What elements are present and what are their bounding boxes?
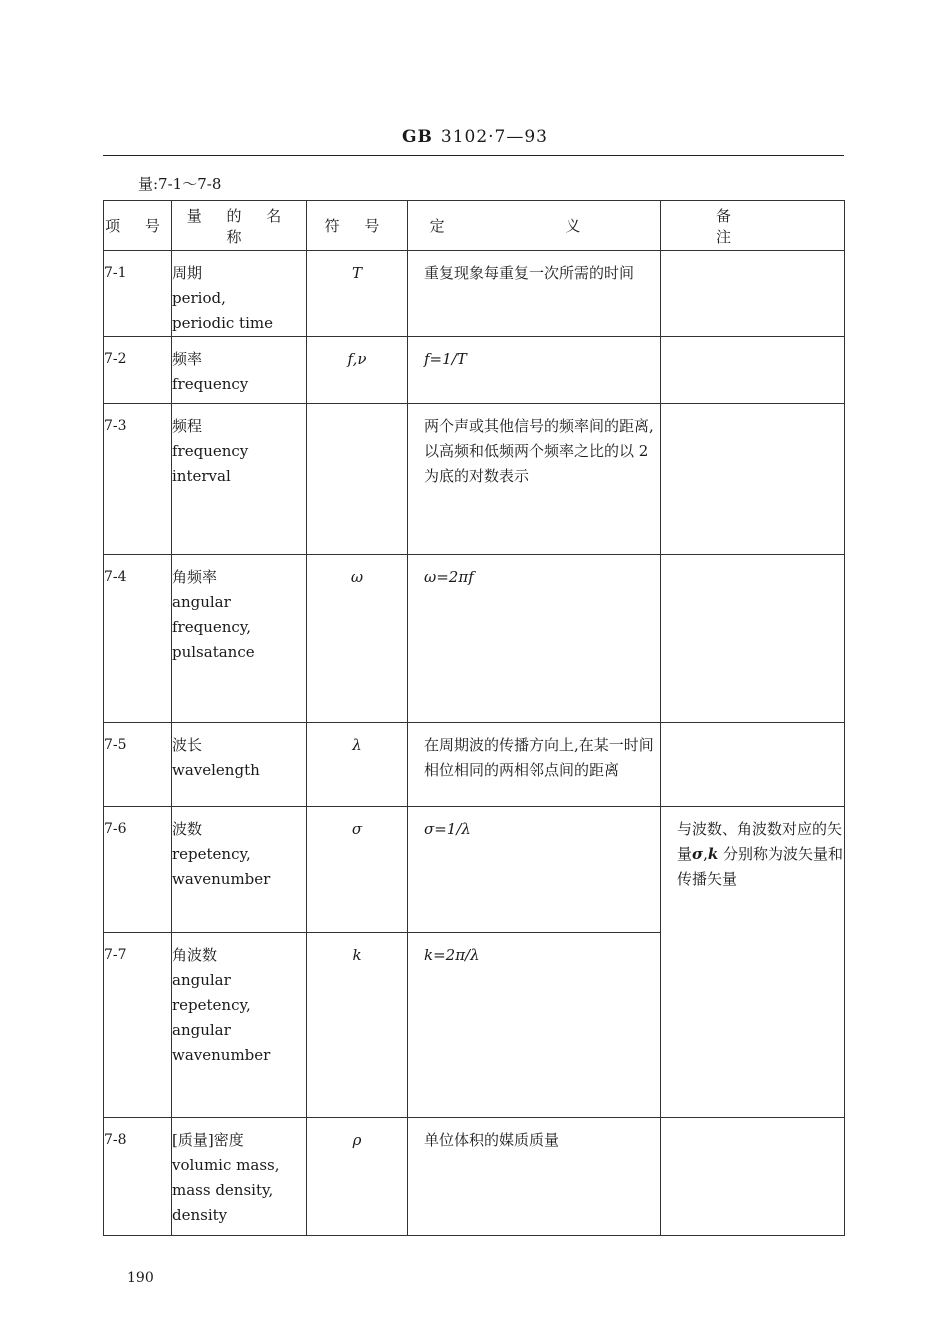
table-header-row bbox=[104, 201, 845, 251]
quantity-name: 波长 wavelength bbox=[172, 723, 307, 807]
symbol: T bbox=[307, 251, 408, 337]
quantity-name: 周期 period, periodic time bbox=[172, 251, 307, 337]
definition: 重复现象每重复一次所需的时间 bbox=[408, 251, 661, 337]
symbol: σ bbox=[307, 807, 408, 933]
col-header-definition: 定 义 bbox=[408, 201, 661, 251]
header-rule bbox=[103, 155, 844, 156]
definition: f=1/T bbox=[408, 337, 661, 404]
quantity-name: 频程 frequency interval bbox=[172, 404, 307, 555]
definition: k=2π/λ bbox=[408, 933, 661, 1118]
definition: 单位体积的媒质质量 bbox=[408, 1118, 661, 1236]
definition: 在周期波的传播方向上,在某一时间相位相同的两相邻点间的距离 bbox=[408, 723, 661, 807]
item-no: 7-6 bbox=[104, 807, 172, 933]
remarks bbox=[661, 337, 845, 404]
definition: σ=1/λ bbox=[408, 807, 661, 933]
remarks bbox=[661, 723, 845, 807]
table-row bbox=[104, 1118, 845, 1236]
quantity-name: 角频率 angular frequency, pulsatance bbox=[172, 555, 307, 723]
item-no: 7-7 bbox=[104, 933, 172, 1118]
remarks bbox=[661, 404, 845, 555]
symbol bbox=[307, 404, 408, 555]
table-row bbox=[104, 404, 845, 555]
item-no: 7-5 bbox=[104, 723, 172, 807]
quantity-name: 频率 frequency bbox=[172, 337, 307, 404]
item-no: 7-1 bbox=[104, 251, 172, 337]
page-number: 190 bbox=[127, 1270, 154, 1286]
symbol: λ bbox=[307, 723, 408, 807]
col-header-remarks: 备 注 bbox=[661, 201, 845, 251]
remarks bbox=[661, 251, 845, 337]
item-no: 7-2 bbox=[104, 337, 172, 404]
col-header-quantity-name: 量 的 名 称 bbox=[172, 201, 307, 251]
item-no: 7-4 bbox=[104, 555, 172, 723]
table-row bbox=[104, 251, 845, 337]
page-header bbox=[0, 127, 950, 147]
symbol: k bbox=[307, 933, 408, 1118]
standard-number: 3102·7—93 bbox=[440, 127, 548, 147]
table-row bbox=[104, 723, 845, 807]
item-no: 7-3 bbox=[104, 404, 172, 555]
symbol: ρ bbox=[307, 1118, 408, 1236]
quantities-table bbox=[103, 200, 845, 1236]
symbol: ω bbox=[307, 555, 408, 723]
remarks: 与波数、角波数对应的矢量σ,k 分别称为波矢量和传播矢量 bbox=[661, 807, 845, 1118]
remarks bbox=[661, 555, 845, 723]
table-row bbox=[104, 337, 845, 404]
table-row bbox=[104, 807, 845, 933]
quantity-name: 波数 repetency, wavenumber bbox=[172, 807, 307, 933]
item-no: 7-8 bbox=[104, 1118, 172, 1236]
standard-prefix: GB bbox=[401, 127, 433, 147]
col-header-symbol: 符 号 bbox=[307, 201, 408, 251]
table-row bbox=[104, 555, 845, 723]
definition: 两个声或其他信号的频率间的距离,以高频和低频两个频率之比的以 2 为底的对数表示 bbox=[408, 404, 661, 555]
definition: ω=2πf bbox=[408, 555, 661, 723]
remarks bbox=[661, 1118, 845, 1236]
col-header-item-no: 项 号 bbox=[104, 201, 172, 251]
symbol: f,ν bbox=[307, 337, 408, 404]
table-caption: 量:7-1～7-8 bbox=[138, 175, 222, 193]
quantity-name: 角波数 angular repetency, angular wavenumber bbox=[172, 933, 307, 1118]
quantity-name: [质量]密度 volumic mass, mass density, density bbox=[172, 1118, 307, 1236]
